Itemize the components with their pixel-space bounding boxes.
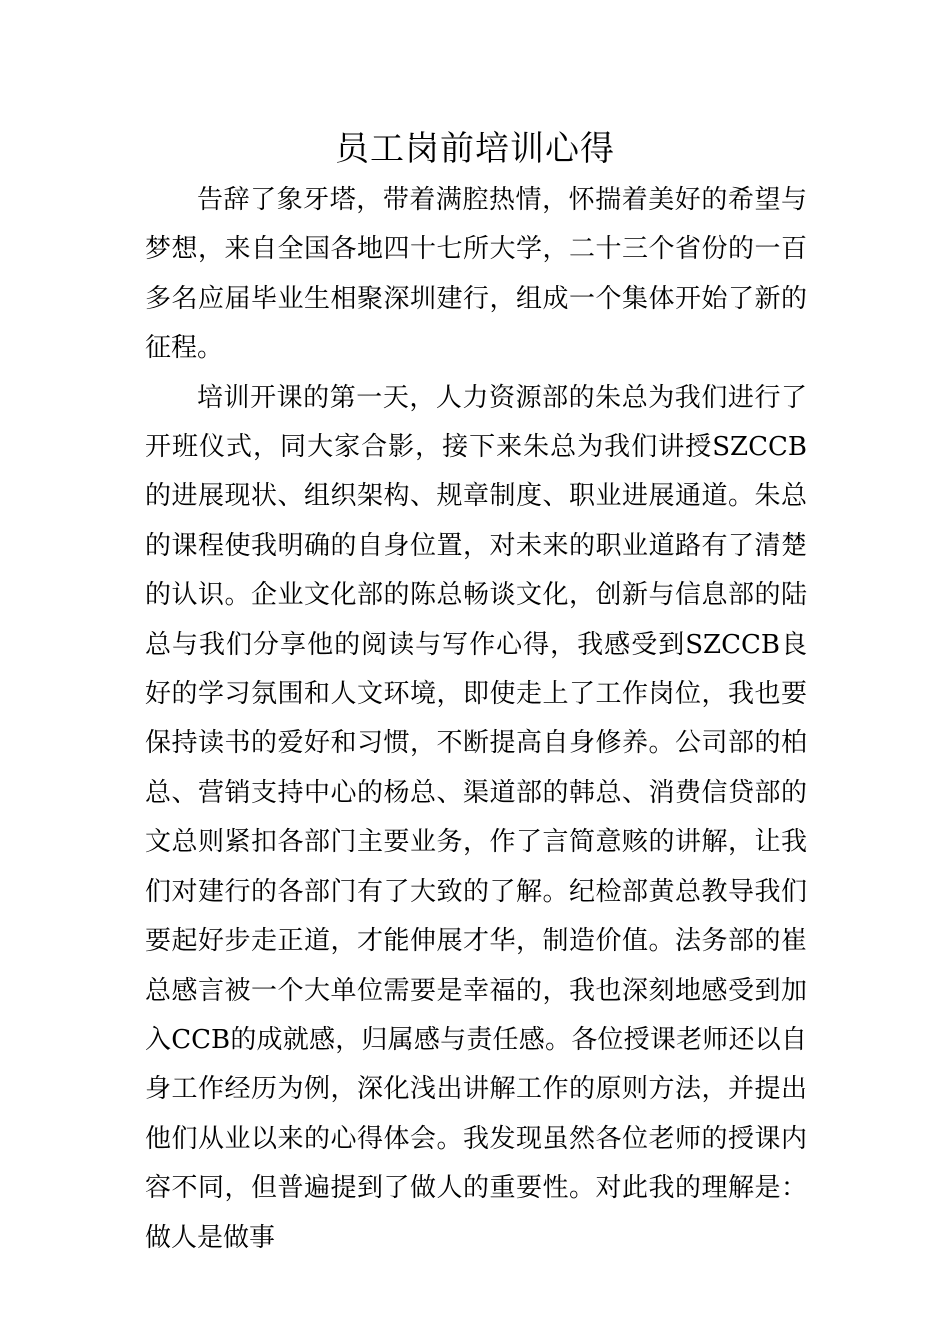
document-body [145,176,807,1263]
paragraph-2: 培训开课的第一天，人力资源部的朱总为我们进行了开班仪式，同大家合影，接下来朱总为我们讲授SZCCB的进展现状、组织架构、规章制度、职业进展通道。朱总的课程使我明确的自身位置，对未来的职业道路有了清楚的认识。企业文化部的陈总畅谈文化，创新与信息部的陆总与我们分享他的阅读与写作心得，我感受到SZCCB良好的学习氛围和人文环境，即使走上了工作岗位，我也要保持读书的爱好和习惯，不断提高自身修养。公司部的柏总、营销支持中心的杨总、渠道部的韩总、消费信贷部的文总则紧扣各部门主要业务，作了言简意赅的讲解，让我们对建行的各部门有了大致的了解。纪检部黄总教导我们要起好步走正道，才能伸展才华，制造价值。法务部的崔总感言被一个大单位需要是幸福的，我也深刻地感受到加入CCB的成就感，归属感与责任感。各位授课老师还以自身工作经历为例，深化浅出讲解工作的原则方法，并提出他们从业以来的心得体会。我发现虽然各位老师的授课内容不同，但普遍提到了做人的重要性。对此我的理解是：做人是做事 [145,382,807,1253]
document-title: 员工岗前培训心得 [335,129,615,169]
paragraph-1: 告辞了象牙塔，带着满腔热情，怀揣着美好的希望与梦想，来自全国各地四十七所大学，二十三个省份的一百多名应届毕业生相聚深圳建行，组成一个集体开始了新的征程。 [145,185,807,364]
